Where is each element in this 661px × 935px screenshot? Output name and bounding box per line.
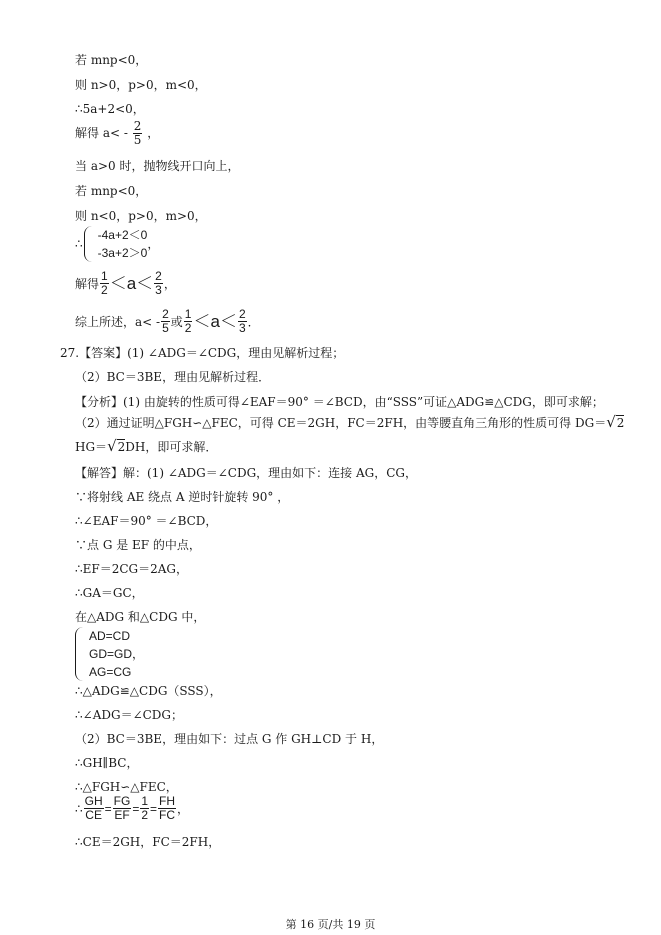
- q27-step: ∴△FGH∽△FEC，: [75, 780, 178, 794]
- line-inequality: ∴5a+2<0，: [75, 102, 145, 116]
- fraction: $\frac{FH}{FC}$: [159, 794, 176, 822]
- system-2: [75, 627, 144, 681]
- therefore: ∴: [75, 237, 83, 251]
- fraction: $\frac{2}{5}$: [133, 119, 142, 147]
- text: DH，即可求解．: [125, 440, 218, 454]
- q27-analysis-3: [75, 438, 217, 455]
- fraction: $\frac{2}{3}$: [155, 269, 162, 297]
- text: ＜a＜: [109, 273, 154, 293]
- q27-answer: 27.【答案】(1) ∠ADG＝∠CDG，理由见解析过程；: [60, 346, 345, 360]
- fraction: $\frac{1}{2}$: [101, 269, 108, 297]
- q27-step: ∴∠ADG＝∠CDG；: [75, 708, 184, 722]
- q27-step: ∴GA＝GC，: [75, 586, 144, 600]
- sqrt-radicand: 2: [117, 440, 126, 454]
- system-rows: [98, 226, 148, 262]
- q27-analysis-1: 【分析】(1) 由旋转的性质可得∠EAF＝90° ＝∠BCD，由“SSS”可证△ADG≌△CDG，即可求解；: [75, 395, 604, 409]
- brace: [75, 627, 86, 681]
- fraction: $\frac{1}{2}$: [184, 307, 192, 335]
- therefore: ∴: [75, 801, 83, 816]
- text: ，: [147, 126, 160, 140]
- equals: =: [104, 801, 112, 816]
- text: 解得: [75, 276, 100, 291]
- q27-step: ∴GH∥BC，: [75, 756, 139, 770]
- line-case: 当 a>0 时，抛物线开口向上，: [75, 159, 240, 173]
- fraction: $\frac{FG}{EF}$: [113, 794, 131, 822]
- q27-step: ∴∠EAF＝90° ＝∠BCD，: [75, 514, 218, 528]
- text: ．: [247, 314, 260, 329]
- text: 综上所述，a< -: [75, 314, 161, 329]
- system-rows: [89, 627, 144, 681]
- system-row: -3a+2＞0: [97, 246, 148, 260]
- text: ，: [147, 237, 160, 251]
- q27-step: ∴△ADG≌△CDG（SSS），: [75, 684, 222, 698]
- sqrt-sign: √: [107, 437, 117, 455]
- sqrt-sign: √: [606, 413, 616, 431]
- page-footer: 第 16 页/共 19 页: [285, 918, 376, 931]
- q27-step: ∵点 G 是 EF 的中点，: [75, 538, 201, 552]
- q27-answer-2: （2）BC＝3BE，理由见解析过程．: [75, 370, 271, 384]
- q27-step: 在△ADG 和△CDG 中，: [75, 610, 206, 624]
- q27-step: ∴EF＝2CG＝2AG，: [75, 562, 189, 576]
- q27-ratio-line: [75, 795, 189, 822]
- line-signs-2: 则 n<0，p>0，m>0，: [75, 209, 207, 223]
- equals: =: [150, 801, 158, 816]
- q27-step: （2）BC＝3BE，理由如下：过点 G 作 GH⊥CD 于 H，: [75, 732, 384, 746]
- q27-analysis-2: [75, 414, 624, 431]
- text: （2）通过证明△FGH∽△FEC，可得 CE＝2GH，FC＝2FH，由等腰直角三角形的性质可得 DG＝: [75, 416, 607, 430]
- system-row: -4a+2＜0: [97, 228, 148, 242]
- line-summary: [75, 308, 260, 335]
- brace: [84, 226, 95, 262]
- system-row: AD=CD: [89, 629, 131, 643]
- text: ，: [177, 801, 190, 816]
- q27-solution-1: 【解答】解：(1) ∠ADG＝∠CDG，理由如下：连接 AG，CG，: [75, 466, 418, 480]
- fraction: $\frac{2}{5}$: [162, 307, 169, 335]
- equals: =: [132, 801, 140, 816]
- text: ，: [163, 276, 176, 291]
- system-row: GD=GD，: [89, 647, 145, 661]
- line-signs: 则 n>0，p>0，m<0，: [75, 78, 207, 92]
- fraction: $\frac{GH}{CE}$: [84, 794, 103, 822]
- text: ＜a＜: [193, 311, 237, 331]
- fraction: $\frac{2}{3}$: [238, 307, 246, 335]
- line-condition: 若 mnp<0，: [75, 53, 148, 67]
- line-solve-a: [75, 120, 159, 147]
- sqrt-radicand: 2: [616, 416, 625, 430]
- system-row: AG=CG: [89, 665, 132, 679]
- q27-step: ∵将射线 AE 绕点 A 逆时针旋转 90° ，: [75, 490, 290, 504]
- line-solve-range: [75, 270, 176, 297]
- q27-step: ∴CE＝2GH，FC＝2FH，: [75, 835, 221, 849]
- line-condition-2: 若 mnp<0，: [75, 184, 148, 198]
- text: 解得 a< -: [75, 126, 128, 140]
- text: 或: [170, 314, 183, 329]
- fraction: $\frac{1}{2}$: [141, 794, 149, 822]
- text: HG＝: [75, 440, 108, 454]
- line-system-1: [75, 226, 159, 262]
